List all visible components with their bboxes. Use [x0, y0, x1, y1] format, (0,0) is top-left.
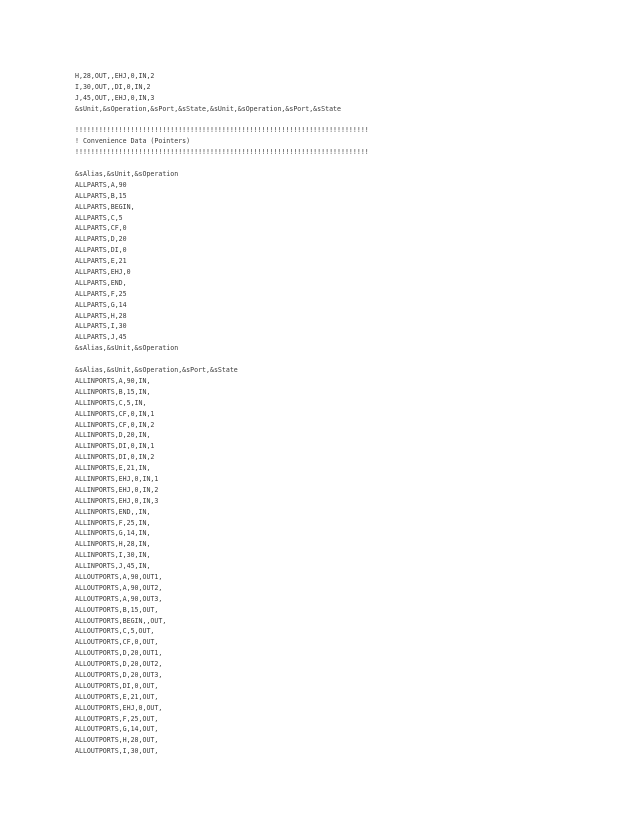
code-listing [75, 71, 369, 757]
code-line: ALLPARTS,END, [75, 278, 127, 287]
blank-line [75, 115, 369, 126]
code-line: ALLPARTS,C,5 [75, 213, 123, 222]
code-line: ALLPARTS,I,30 [75, 322, 127, 331]
code-line: ALLOUTPORTS,A,90,OUT3, [75, 594, 163, 603]
code-line: H,28,OUT,,EHJ,0,IN,2 [75, 72, 155, 80]
code-line: ALLINPORTS,CF,0,IN,1 [75, 409, 155, 418]
code-line: ALLINPORTS,END,,IN, [75, 507, 151, 516]
code-line: ALLOUTPORTS,G,14,OUT, [75, 725, 159, 734]
code-line: J,45,OUT,,EHJ,0,IN,3 [75, 93, 155, 102]
code-line: ALLPARTS,CF,0 [75, 224, 127, 233]
code-line: ALLPARTS,DI,0 [75, 246, 127, 255]
code-line: ALLINPORTS,J,45,IN, [75, 562, 151, 571]
code-line: ! Convenience Data (Pointers) [75, 137, 191, 146]
code-line: ALLOUTPORTS,A,90,OUT1, [75, 572, 163, 581]
code-line: ALLINPORTS,B,15,IN, [75, 387, 151, 396]
code-line: ALLPARTS,F,25 [75, 289, 127, 298]
code-line: !!!!!!!!!!!!!!!!!!!!!!!!!!!!!!!!!!!!!!!!!!!!!!!!!!!!!!!!!!!!!!!!!!!!!!!!!! [75, 126, 369, 135]
code-line: &sAlias,&sUnit,&sOperation [75, 344, 179, 353]
blank-line [75, 354, 369, 365]
code-line: ALLOUTPORTS,A,90,OUT2, [75, 583, 163, 592]
code-line: ALLPARTS,E,21 [75, 257, 127, 266]
code-line: !!!!!!!!!!!!!!!!!!!!!!!!!!!!!!!!!!!!!!!!!!!!!!!!!!!!!!!!!!!!!!!!!!!!!!!!!! [75, 148, 369, 157]
code-line: ALLINPORTS,I,30,IN, [75, 551, 151, 560]
code-line: ALLINPORTS,C,5,IN, [75, 398, 147, 407]
code-line: ALLINPORTS,F,25,IN, [75, 518, 151, 527]
code-line: ALLPARTS,D,20 [75, 235, 127, 244]
blank-line [75, 158, 369, 169]
code-line: &sAlias,&sUnit,&sOperation,&sPort,&sState [75, 366, 238, 375]
code-line: &sUnit,&sOperation,&sPort,&sState,&sUnit,&sOperation,&sPort,&sState [75, 104, 341, 113]
code-line: ALLPARTS,EHJ,0 [75, 268, 131, 277]
code-line: ALLOUTPORTS,F,25,OUT, [75, 714, 159, 723]
code-line: ALLPARTS,B,15 [75, 191, 127, 200]
code-line: ALLINPORTS,CF,0,IN,2 [75, 420, 155, 429]
code-line: ALLOUTPORTS,D,20,OUT3, [75, 670, 163, 679]
code-line: ALLINPORTS,DI,0,IN,1 [75, 442, 155, 451]
code-line: ALLOUTPORTS,E,21,OUT, [75, 692, 159, 701]
code-line: ALLPARTS,G,14 [75, 300, 127, 309]
code-line: ALLOUTPORTS,H,28,OUT, [75, 736, 159, 745]
code-line: I,30,OUT,,DI,0,IN,2 [75, 82, 151, 91]
code-line: ALLOUTPORTS,EHJ,0,OUT, [75, 703, 163, 712]
code-line: ALLOUTPORTS,DI,0,OUT, [75, 681, 159, 690]
code-line: ALLOUTPORTS,CF,0,OUT, [75, 638, 159, 647]
code-line: ALLINPORTS,DI,0,IN,2 [75, 453, 155, 462]
code-line: ALLOUTPORTS,BEGIN,,OUT, [75, 616, 167, 625]
code-line: ALLOUTPORTS,D,20,OUT2, [75, 660, 163, 669]
code-line: ALLINPORTS,EHJ,0,IN,1 [75, 474, 159, 483]
code-line: ALLOUTPORTS,B,15,OUT, [75, 605, 159, 614]
code-line: ALLINPORTS,G,14,IN, [75, 529, 151, 538]
code-line: ALLPARTS,BEGIN, [75, 202, 135, 211]
code-line: ALLOUTPORTS,I,30,OUT, [75, 747, 159, 756]
code-line: ALLINPORTS,EHJ,0,IN,3 [75, 496, 159, 505]
code-line: ALLPARTS,H,28 [75, 311, 127, 320]
code-line: ALLOUTPORTS,C,5,OUT, [75, 627, 155, 636]
code-line: ALLPARTS,J,45 [75, 333, 127, 342]
code-line: ALLINPORTS,H,28,IN, [75, 540, 151, 549]
code-line: ALLINPORTS,E,21,IN, [75, 464, 151, 473]
code-line: ALLINPORTS,A,90,IN, [75, 376, 151, 385]
code-line: ALLOUTPORTS,D,20,OUT1, [75, 649, 163, 658]
code-line: ALLPARTS,A,90 [75, 180, 127, 189]
code-line: ALLINPORTS,D,20,IN, [75, 431, 151, 440]
code-line: &sAlias,&sUnit,&sOperation [75, 170, 179, 179]
code-line: ALLINPORTS,EHJ,0,IN,2 [75, 485, 159, 494]
